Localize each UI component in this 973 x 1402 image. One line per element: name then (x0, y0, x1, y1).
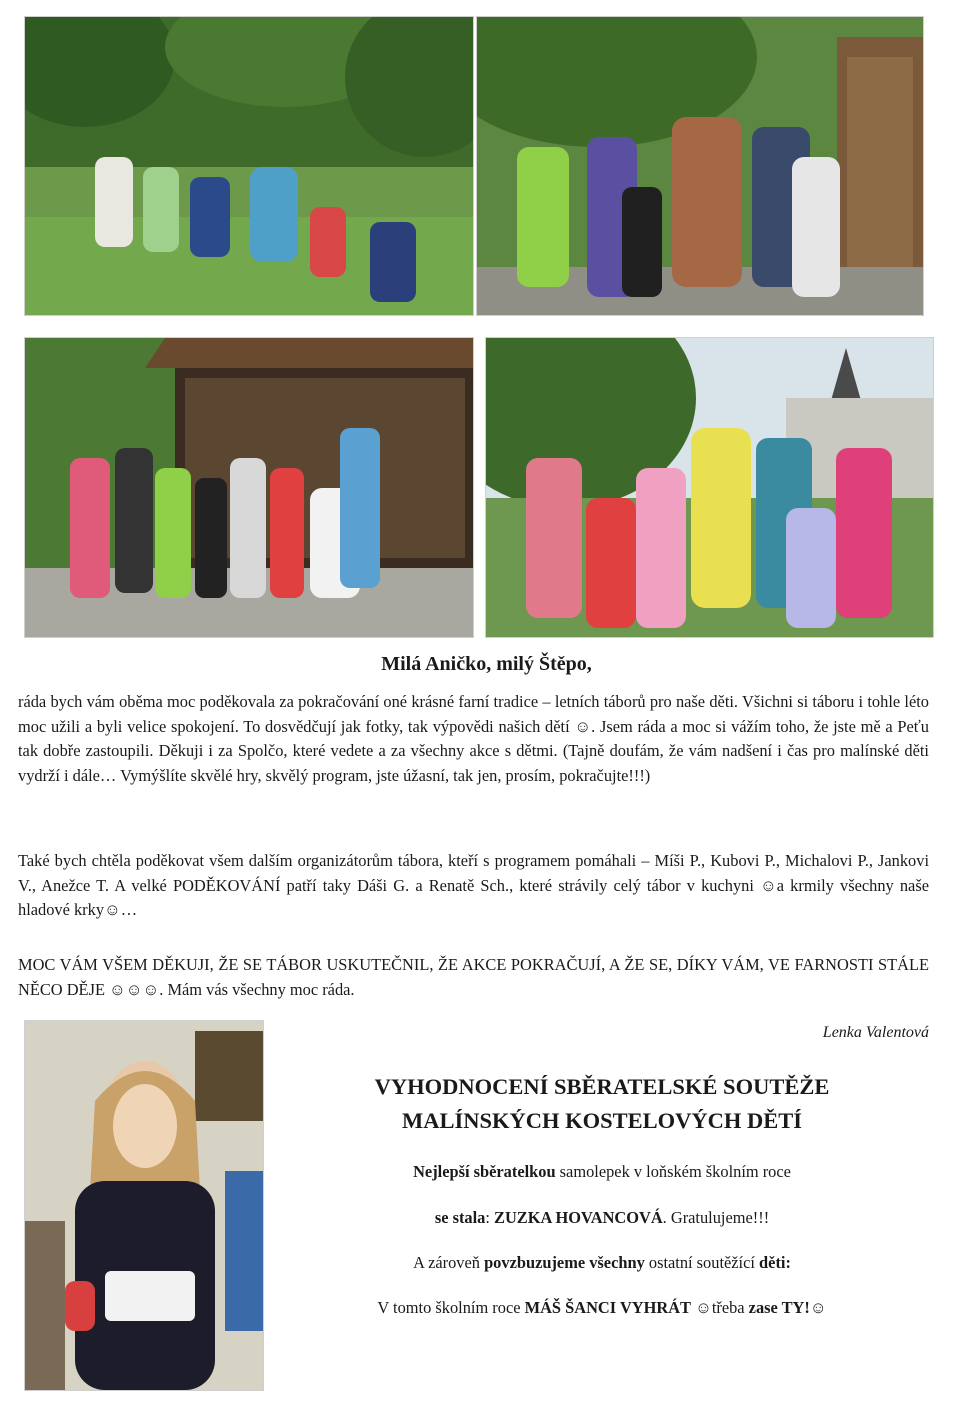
contest-line-4-end: ☺ (809, 1298, 827, 1317)
group-photo-kids-shelter (476, 16, 924, 316)
letter-signature: Lenka Valentová (822, 1024, 929, 1041)
contest-line-3-bold-2: děti: (759, 1253, 791, 1272)
contest-line-1 (282, 1162, 922, 1182)
contest-line-3-pre: A zároveň (413, 1253, 485, 1272)
contest-line-4-pre: V tomto školním roce (377, 1298, 525, 1317)
contest-line-1-bold: Nejlepší sběratelkou (413, 1162, 556, 1181)
letter-paragraph-1: ráda bych vám oběma moc poděkovala za pokračování oné krásné farní tradice – letních táborů pro naše děti. Všichni si táboru i tohle léto moc užili a byli velice spokojení. To dosvědčují jak fotky, tak výpovědi našich dětí ☺. Jsem ráda a moc si vážím toho, že jste mě a Peťu tak dobře zastoupili. Děkuji i za Spolčo, které vedete a za všechny akce s dětmi. (Tajně doufám, že vám nadšení i čas pro malínské děti vydrží i dále… Vymýšlíte skvělé hry, skvělý program, jste úžasní, tak jen, prosím, pokračujte!!!) (18, 692, 929, 785)
contest-line-2 (282, 1208, 922, 1228)
contest-line-2-colon: : (485, 1208, 495, 1227)
contest-title-line-2: MALÍNSKÝCH KOSTELOVÝCH DĚTÍ (401, 1108, 803, 1133)
contest-line-2-bold: se stala (434, 1208, 486, 1227)
contest-line-3 (282, 1253, 922, 1273)
contest-line-3-mid: ostatní soutěžící (644, 1253, 760, 1272)
contest-line-3-bold: povzbuzujeme všechny (484, 1253, 645, 1272)
contest-winner-name: ZUZKA HOVANCOVÁ (494, 1208, 663, 1227)
group-photo-kids-park (24, 16, 474, 316)
contest-title-line-1: VYHODNOCENÍ SBĚRATELSKÉ SOUTĚŽE (374, 1074, 830, 1099)
contest-line-4-bold: MÁŠ ŠANCI VYHRÁT (524, 1298, 691, 1317)
contest-line-2-rest: . Gratulujeme!!! (662, 1208, 770, 1227)
letter-greeting: Milá Aničko, milý Štěpo, (381, 653, 592, 675)
contest-line-4-bold-2: zase TY! (748, 1298, 810, 1317)
contest-line-4 (282, 1298, 922, 1318)
contest-title (282, 1070, 922, 1138)
group-photo-camp-pavilion (24, 337, 474, 638)
letter-paragraph-2: Také bych chtěla poděkovat všem dalším organizátorům tábora, kteří s programem pomáhali – Míši P., Kubovi P., Michalovi P., Jankovi V., Anežce T. A velké PODĚKOVÁNÍ patří taky Dáši G. a Renatě Sch., které strávily celý tábor v kuchyni ☺a krmily všechny naše hladové krky☺… (18, 851, 929, 919)
contest-line-1-rest: samolepek v loňském školním roce (555, 1162, 791, 1181)
group-photo-kids-church (485, 337, 934, 638)
portrait-girl-stickers (24, 1020, 264, 1391)
contest-line-4-mid: ☺třeba (690, 1298, 749, 1317)
letter-paragraph-3: MOC VÁM VŠEM DĚKUJI, ŽE SE TÁBOR USKUTEČNIL, ŽE AKCE POKRAČUJÍ, A ŽE SE, DÍKY VÁM, VE FARNOSTI STÁLE NĚCO DĚJE ☺☺☺. Mám vás všechny moc ráda. (18, 955, 929, 999)
